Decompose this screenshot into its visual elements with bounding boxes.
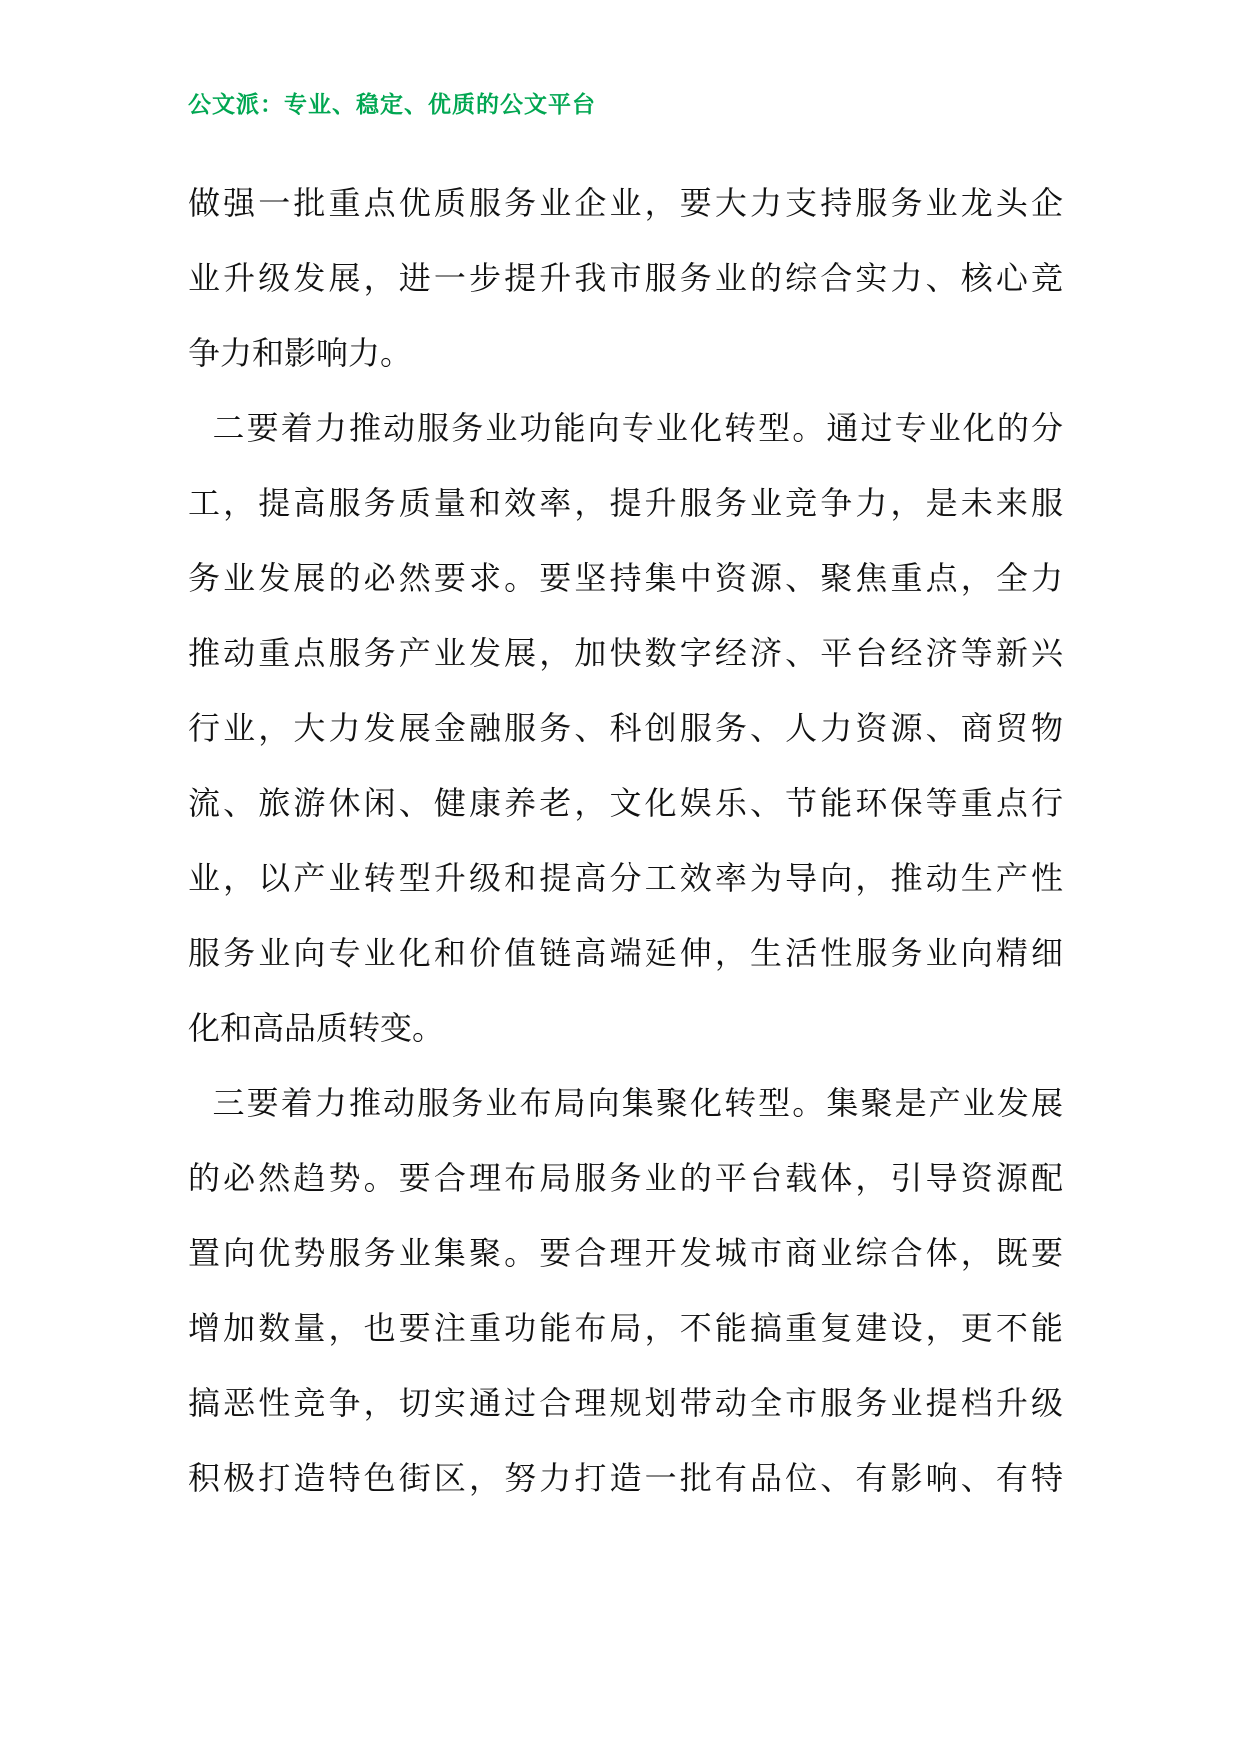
document-body: [188, 166, 1063, 1516]
text-line: 增加数量，也要注重功能布局，不能搞重复建设，更不能: [188, 1309, 1063, 1347]
text-line: 流、旅游休闲、健康养老，文化娱乐、节能环保等重点行: [188, 784, 1063, 822]
text-line: 化和高品质转变。: [188, 1009, 445, 1047]
text-line: 二要着力推动服务业功能向专业化转型。通过专业化的分: [188, 409, 1063, 447]
text-line: 三要着力推动服务业布局向集聚化转型。集聚是产业发展: [188, 1084, 1063, 1122]
text-line: 的必然趋势。要合理布局服务业的平台载体，引导资源配: [188, 1159, 1063, 1197]
text-line: 行业，大力发展金融服务、科创服务、人力资源、商贸物: [188, 709, 1063, 747]
text-line: 置向优势服务业集聚。要合理开发城市商业综合体，既要: [188, 1234, 1063, 1272]
paragraph-1: [188, 166, 1063, 391]
text-line: 积极打造特色街区，努力打造一批有品位、有影响、有特: [188, 1459, 1063, 1497]
page-header: 公文派：专业、稳定、优质的公文平台: [188, 92, 596, 118]
paragraph-2: [188, 391, 1063, 1066]
text-line: 业升级发展，进一步提升我市服务业的综合实力、核心竞: [188, 259, 1063, 297]
text-line: 做强一批重点优质服务业企业，要大力支持服务业龙头企: [188, 184, 1063, 222]
text-line: 争力和影响力。: [188, 334, 413, 372]
text-line: 务业发展的必然要求。要坚持集中资源、聚焦重点，全力: [188, 559, 1063, 597]
text-line: 推动重点服务产业发展，加快数字经济、平台经济等新兴: [188, 634, 1063, 672]
text-line: 工，提高服务质量和效率，提升服务业竞争力，是未来服: [188, 484, 1063, 522]
text-line: 业，以产业转型升级和提高分工效率为导向，推动生产性: [188, 859, 1063, 897]
paragraph-3: [188, 1066, 1063, 1516]
text-line: 搞恶性竞争，切实通过合理规划带动全市服务业提档升级: [188, 1384, 1063, 1422]
text-line: 服务业向专业化和价值链高端延伸，生活性服务业向精细: [188, 934, 1063, 972]
